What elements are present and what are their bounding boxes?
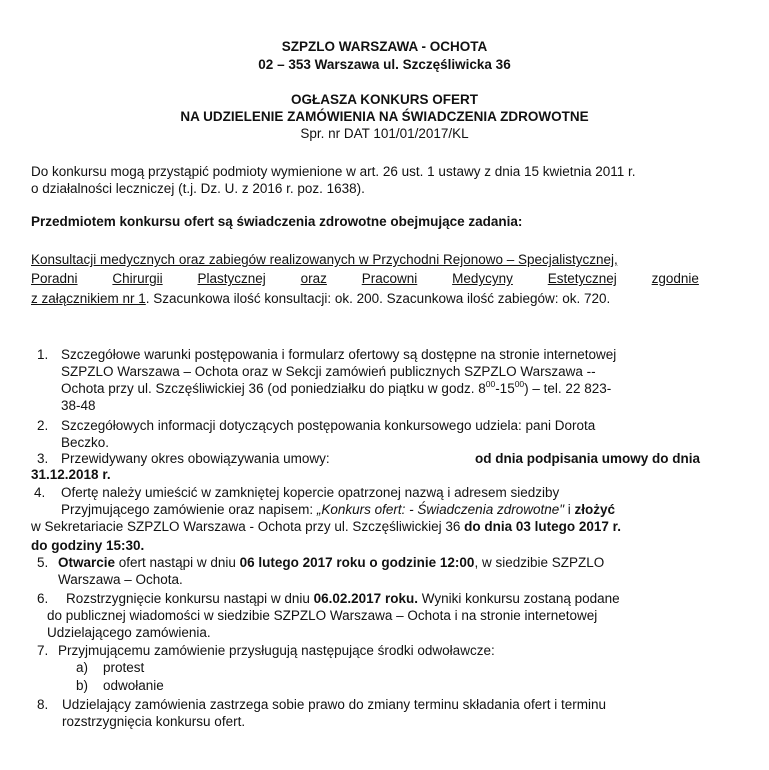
remedy-a-label: a) [76,660,89,675]
subject-word: oraz [300,271,327,286]
intro-line-1: Do konkursu mogą przystąpić podmioty wymienione w art. 26 ust. 1 ustawy z dnia 15 kwietnia 2011 r. [31,164,636,179]
resolution-date: 06.02.2017 roku. [313,591,418,606]
envelope-text: Przyjmującego zamówienie oraz napisem: [61,502,317,517]
remedy-b-label: b) [76,678,89,693]
connector-text: i [564,502,575,517]
intro-line-2: o działalności leczniczej (t.j. Dz. U. z 2016 r. poz. 1638). [31,181,365,196]
item-7-line-1: Przyjmującemu zamówienie przysługują następujące środki odwoławcze: [58,643,495,658]
submission-date: do dnia 03 lutego 2017 r. [464,519,621,534]
opening-place: , w siedzibie SZPZLO [474,555,605,570]
phone-text: ) – tel. 22 823- [524,381,612,396]
item-5-line-2: Warszawa – Ochota. [58,572,183,587]
term-value: od dnia podpisania umowy do dnia [474,451,700,466]
item-8-line-1: Udzielający zamówienia zastrzega sobie prawo do zmiany terminu składania ofert i terminu [62,697,607,712]
subject-word: Pracowni [361,271,418,286]
item-4-line-1: Ofertę należy umieścić w zamkniętej kopercie opatrzonej nazwą i adresem siedziby [61,485,560,500]
reference-number: Spr. nr DAT 101/01/2017/KL [300,126,469,141]
hours-superscript: 00 [514,378,525,389]
submission-place: w Sekretariacie SZPZLO Warszawa - Ochota przy ul. Szczęśliwickiej 36 [31,519,465,534]
item-3-line-2: 31.12.2018 r. [31,467,111,482]
item-6-number: 6. [37,591,49,606]
opening-text: ofert nastąpi w dniu [115,555,240,570]
item-1-line-2: SZPZLO Warszawa – Ochota oraz w Sekcji zamówień publicznych SZPZLO Warszawa -- [61,364,596,379]
item-2-line-2: Beczko. [61,435,110,450]
item-1-line-1: Szczegółowe warunki postępowania i formularz ofertowy są dostępne na stronie internetowej [61,347,617,362]
term-label: Przewidywany okres obowiązywania umowy: [61,451,330,466]
item-6-line-1 [66,590,620,607]
subject-word: Estetycznej [547,271,617,286]
envelope-inscription: „Konkurs ofert: - Świadczenia zdrowotne" [316,502,565,517]
subject-word: Medycyny [452,271,513,286]
estimated-quantities: . Szacunkowa ilość konsultacji: ok. 200. Szacunkowa ilość zabiegów: ok. 720. [145,291,611,306]
title-line-1: OGŁASZA KONKURS OFERT [291,92,478,107]
attachment-reference: z załącznikiem nr 1 [31,291,146,306]
item-2-number: 2. [37,418,49,433]
subject-line-1: Konsultacji medycznych oraz zabiegów realizowanych w Przychodni Rejonowo – Specjalistycznej, [31,252,618,267]
item-4-line-2 [61,501,615,518]
hours-text: Ochota przy ul. Szczęśliwickiej 36 (od poniedziałku do piątku w godz. 8 [61,381,486,396]
subject-line-2 [31,270,699,287]
item-4-line-3 [31,518,621,535]
item-4-number: 4. [34,485,46,500]
item-6-line-3: Udzielającego zamówienia. [47,625,211,640]
item-4-line-4: do godziny 15:30. [31,538,145,553]
submit-keyword: złożyć [574,502,616,517]
title-line-2: NA UDZIELENIE ZAMÓWIENIA NA ŚWIADCZENIA ZDROWOTNE [180,109,589,124]
item-6-line-2: do publicznej wiadomości w siedzibie SZPZLO Warszawa – Ochota i na stronie internetowej [47,608,598,623]
resolution-text: Rozstrzygnięcie konkursu nastąpi w dniu [66,591,314,606]
org-name: SZPZLO WARSZAWA - OCHOTA [281,39,488,54]
item-8-line-2: rozstrzygnięcia konkursu ofert. [62,714,246,729]
item-1-number: 1. [37,347,49,362]
item-7-number: 7. [37,643,49,658]
item-1-line-3 [61,380,611,397]
item-5-number: 5. [37,555,49,570]
subject-word: zgodnie [651,271,699,286]
item-3-line-1 [61,450,700,467]
item-1-line-4: 38-48 [61,398,96,413]
opening-keyword: Otwarcie [58,555,116,570]
remedy-a-text: protest [103,660,145,675]
item-2-line-1: Szczegółowych informacji dotyczących postępowania konkursowego udziela: pani Dorota [61,418,596,433]
subject-line-3 [31,290,610,307]
hours-superscript: 00 [485,378,496,389]
subject-word: Chirurgii [112,271,163,286]
item-5-line-1 [58,554,604,571]
item-3-number: 3. [37,451,49,466]
opening-datetime: 06 lutego 2017 roku o godzinie 12:00 [239,555,475,570]
subject-word: Plastycznej [197,271,266,286]
subject-heading: Przedmiotem konkursu ofert są świadczenia zdrowotne obejmujące zadania: [31,214,523,229]
remedy-b-text: odwołanie [103,678,164,693]
item-8-number: 8. [37,697,49,712]
subject-word: Poradni [31,271,78,286]
results-text: Wyniki konkursu zostaną podane [417,591,620,606]
hours-text: -15 [495,381,515,396]
org-address: 02 – 353 Warszawa ul. Szczęśliwicka 36 [258,57,511,72]
